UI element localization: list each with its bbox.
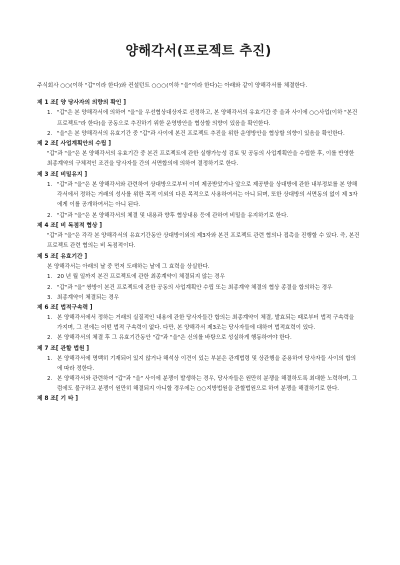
article-item	[37, 108, 360, 128]
item-text: "갑"은 본 양해각서에 의하여 "을"을 우선협상대상자로 선정하고, 본 양해각서의 유효기간 중 을과 사이에 ○○사업(이하 "본건 프로젝트"라 한다)을 공동으로 추진하기 위한 운영방안을 협상할 의향이 있음을 확인한다.	[57, 110, 358, 127]
item-number: 2.	[47, 130, 53, 137]
item-text: 본 양해각서에 명백히 기재되어 있지 않거나 해석상 이견이 있는 부분은 관계법령 및 상관행을 준용하여 당사자들 사이의 합의에 따라 정한다.	[57, 355, 356, 372]
article-heading: 제 8 조[ 기 타 ]	[37, 396, 79, 403]
article-item	[37, 293, 360, 303]
item-number: 1.	[47, 355, 53, 362]
article-item	[37, 374, 360, 394]
article-item	[37, 283, 360, 293]
article-section	[37, 221, 360, 251]
article-item	[37, 180, 360, 211]
article-heading: 제 5 조[ 유효기간 ]	[37, 253, 88, 260]
article-body: "갑"과 "을"은 본 양해각서의 유효기간 중 본건 프로젝트에 관한 실행가능성 검토 및 공동의 사업계획안을 수립한 후, 이를 반영한 최종계약의 구체적인 조건을 당사자들 간의 서면합의에 의하여 결정하기로 한다.	[47, 151, 355, 168]
article-section	[37, 394, 360, 404]
article-section	[37, 344, 360, 395]
articles-list	[37, 98, 360, 404]
article-item	[37, 211, 360, 221]
document-intro: 주식회사 ○○(이하 "갑"이라 한다)와 컨설턴트 ○○○(이하 "을"이라 한다)는 아래와 같이 양해각서를 체결한다.	[37, 83, 308, 89]
article-body: "갑"과 "을"은 각각 본 양해각서의 유효기간동안 상대방이외의 제3자와 본건 프로젝트 관련 협의나 접촉을 진행할 수 있다. 즉, 본건 프로젝트 관련 협의는 비 독점적이다.	[47, 232, 360, 249]
item-text: 20 년 월 일까지 본건 프로젝트에 관한 최종계약이 체결되지 않는 경우	[57, 274, 225, 281]
item-number: 1.	[47, 274, 53, 281]
article-item	[37, 313, 360, 333]
item-number: 1.	[47, 314, 53, 321]
article-section	[37, 252, 360, 303]
article-heading: 제 4 조[ 비 독점적 협상 ]	[37, 222, 102, 229]
article-heading: 제 6 조[ 법적구속력 ]	[37, 304, 93, 311]
article-heading: 제 2 조[ 사업계획안의 수립 ]	[37, 141, 111, 148]
item-number: 2.	[47, 212, 53, 219]
item-text: 본 양해각서와 관련하여 "갑"과 "을" 사이에 분쟁이 발생하는 경우, 당사자들은 원만히 분쟁을 해결하도록 최대한 노력하며, 그럼에도 불구하고 분쟁이 원만히 해결되지 아니할 경우에는 ○○지방법원을 관할법원으로 하여 분쟁을 해결하기로 한다.	[57, 375, 358, 393]
article-heading: 제 1 조[ 양 당사자의 의향의 확인 ]	[37, 100, 126, 107]
item-number: 1.	[47, 181, 53, 188]
article-item	[37, 129, 360, 139]
item-text: "갑"과 "을" 쌍방이 본건 프로젝트에 관한 공동의 사업계획안 수립 또는 최종계약 체결의 협상 종결을 합의하는 경우	[57, 284, 333, 291]
article-section	[37, 170, 360, 221]
article-item	[37, 354, 360, 374]
article-item	[37, 272, 360, 282]
document-title: 양해각서(프로젝트 추진)	[125, 44, 272, 59]
item-number: 3.	[47, 294, 53, 301]
article-section	[37, 139, 360, 169]
item-text: "갑"과 "을"은 본 양해각서와 관련하여 상대방으로부터 이미 제공받았거나 앞으로 제공받을 상대방에 관한 내부정보를 본 양해각서에서 정하는 거래의 성사를 위한 목적 이외의 다른 목적으로 사용하여서는 아니 되며, 또한 상대방의 서면동의 없이 제 3자에게 이를 공개하여서는 아니 된다.	[57, 181, 358, 209]
item-number: 1.	[47, 110, 53, 117]
item-number: 2.	[47, 375, 53, 382]
article-section	[37, 98, 360, 139]
article-section	[37, 303, 360, 344]
article-heading: 제 3 조[ 비밀유지 ]	[37, 171, 88, 178]
article-body: 본 양해각서는 아래의 날 중 먼저 도래하는 날에 그 효력을 상실한다.	[47, 263, 210, 270]
item-text: 최종계약이 체결되는 경우	[57, 294, 119, 301]
item-text: "갑"과 "을"은 본 양해각서의 체결 및 내용과 향후 협상내용 등에 관하여 비밀을 유지하기로 한다.	[57, 212, 289, 219]
article-item	[37, 333, 360, 343]
item-number: 2.	[47, 284, 53, 291]
article-heading: 제 7 조[ 관할 법원 ]	[37, 345, 90, 352]
item-text: 본 양해각서의 체결 후 그 유효기간동안 "갑"과 "을"은 신의를 바탕으로 성실하게 행동하여야 한다.	[57, 335, 292, 342]
item-text: 본 양해각서에서 정하는 거래의 실질적인 내용에 관한 당사자들간 합의는 최종계약이 체결, 발효되는 때로부터 법적 구속력을 가지며, 그 전에는 어떤 법적 구속력이 없다. 다만, 본 양해각서 제3조는 당사자들에 대하여 법적효력이 있다.	[57, 314, 355, 332]
item-number: 2.	[47, 335, 53, 342]
item-text: "을"은 본 양해각서의 유효기간 중 "갑"과 사이에 본건 프로젝트 추진을 위한 운영방안을 협상할 의향이 있음을 확인한다.	[57, 130, 345, 137]
